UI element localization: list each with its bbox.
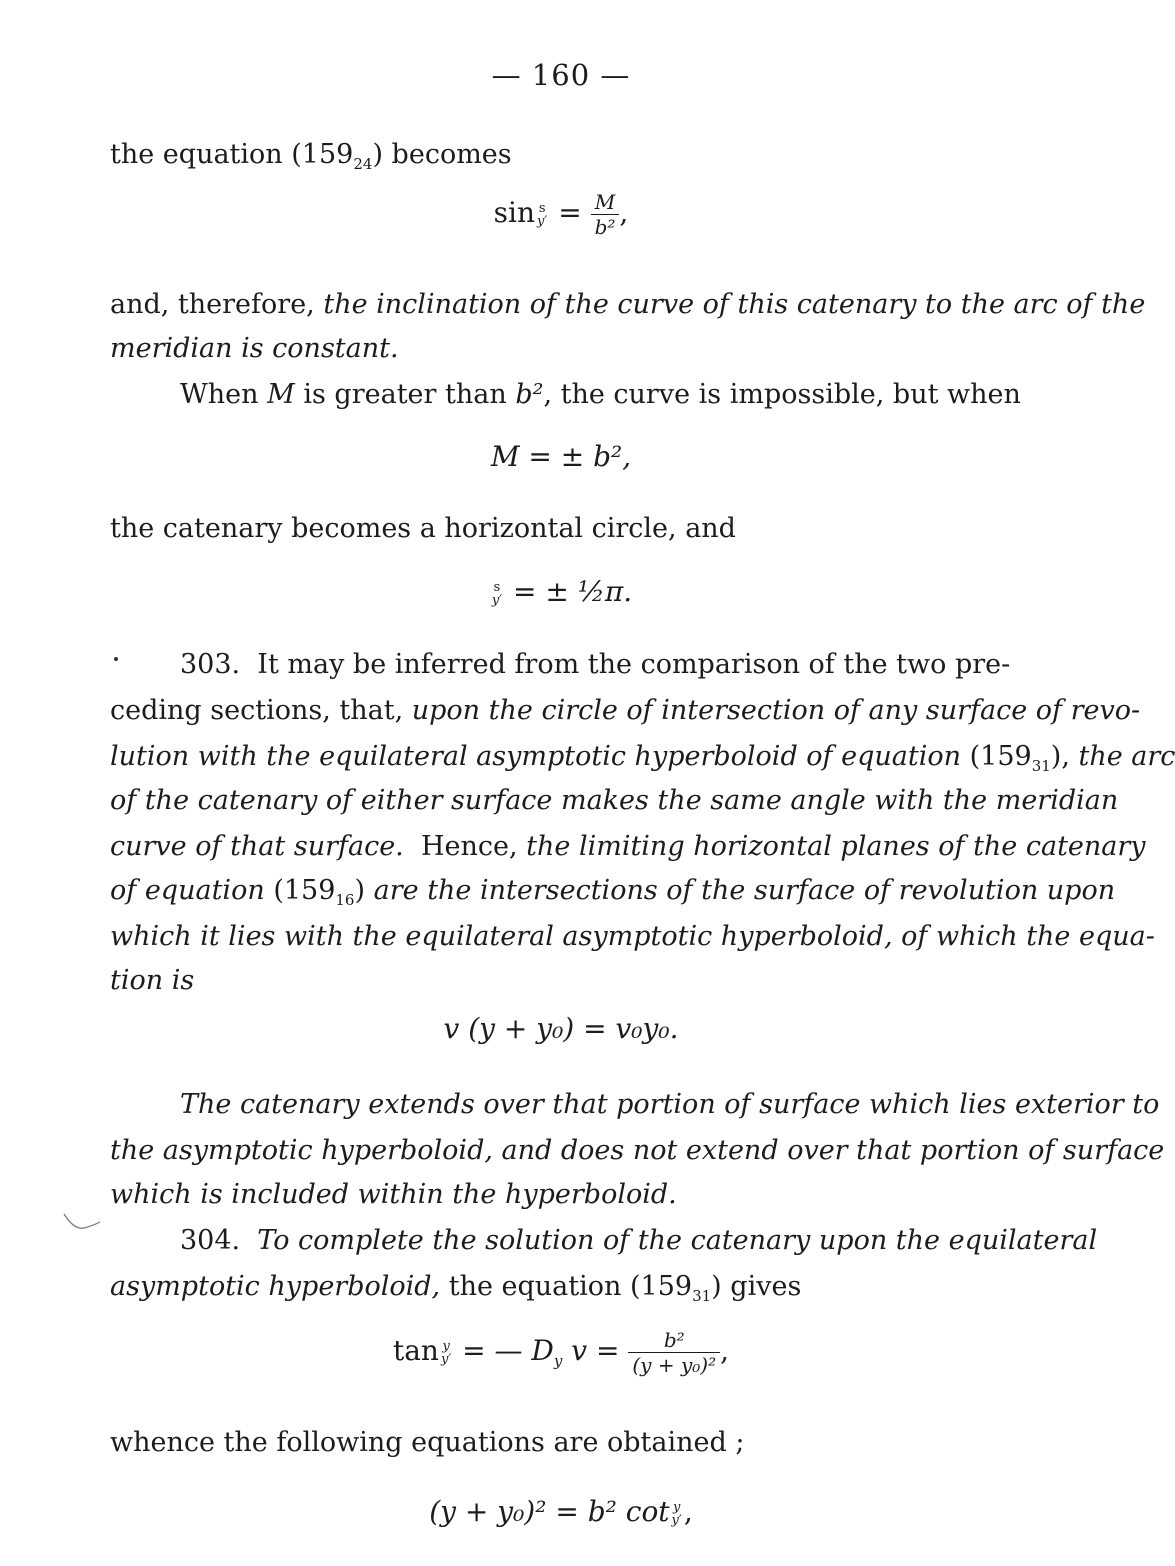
text-line: curve of that surface. Hence, the limiting horizontal planes of the catenary xyxy=(110,831,1146,862)
text-line: of the catenary of either surface makes the same angle with the meridian xyxy=(110,785,1119,816)
text-line: the asymptotic hyperboloid, and does not extend over that portion of surface xyxy=(110,1135,1165,1166)
text-line: lution with the equilateral asymptotic hyperboloid of equation $(159_{31})$, the arc xyxy=(110,741,1175,775)
text-line: which it lies with the equilateral asymptotic hyperboloid, of which the equa- xyxy=(110,921,1155,952)
text-line: ceding sections, that, upon the circle of intersection of any surface of revo- xyxy=(110,695,1141,726)
angle-notation: y y′ xyxy=(671,1499,682,1528)
page-number: — 160 — xyxy=(491,58,631,92)
fraction: $\frac{M}{\text{b²}}$ xyxy=(591,192,620,237)
text-line: the equation $(159_{24})$ becomes xyxy=(110,139,512,173)
text-line: tion is xyxy=(110,965,195,996)
text-line: and, therefore, the inclination of the curve of this catenary to the arc of the xyxy=(110,289,1146,320)
fraction: $\frac{\text{b²}}{\text{(y + y₀)²}}$ xyxy=(628,1330,720,1375)
equation-tan: tan y y′ = — $D_y$ v = $\frac{\text{b²}}{\text{(y + y₀)²}}$ , xyxy=(392,1328,729,1377)
text-line: whence the following equations are obtained ; xyxy=(110,1427,745,1458)
angle-notation: y y′ xyxy=(440,1338,452,1367)
text-line: asymptotic hyperboloid, the equation $(159_{31})$ gives xyxy=(110,1271,802,1305)
equation-angle: s y′ = ± ½π. xyxy=(491,575,633,608)
text-line: which is included within the hyperboloid. xyxy=(110,1179,677,1210)
section-304-line: 304. To complete the solution of the catenary upon the equilateral xyxy=(180,1225,1098,1256)
equation-cot: (y + y₀)² = b² cot y y′ , xyxy=(429,1495,693,1528)
text-line: of equation $(159_{16})$ are the intersections of the surface of revolution upon xyxy=(110,875,1116,909)
equation-m: M = ± b², xyxy=(490,440,632,473)
angle-notation: s y′ xyxy=(537,200,548,229)
scan-mark-icon xyxy=(60,1208,110,1238)
equation-hyperboloid: v (y + y₀) = v₀y₀. xyxy=(443,1012,679,1045)
section-303-line: 303. It may be inferred from the comparison of the two pre- xyxy=(180,649,1011,680)
text-line: When M is greater than b², the curve is impossible, but when xyxy=(180,379,1021,410)
equation-sin: sin s y′ = $\frac{M}{\text{b²}}$ , xyxy=(493,190,629,239)
text-line: the catenary becomes a horizontal circle, and xyxy=(110,513,736,544)
dot-mark-icon xyxy=(112,655,122,665)
text-line: meridian is constant. xyxy=(110,333,399,364)
text-line: The catenary extends over that portion of surface which lies exterior to xyxy=(180,1089,1160,1120)
angle-notation: s y′ xyxy=(491,579,503,608)
